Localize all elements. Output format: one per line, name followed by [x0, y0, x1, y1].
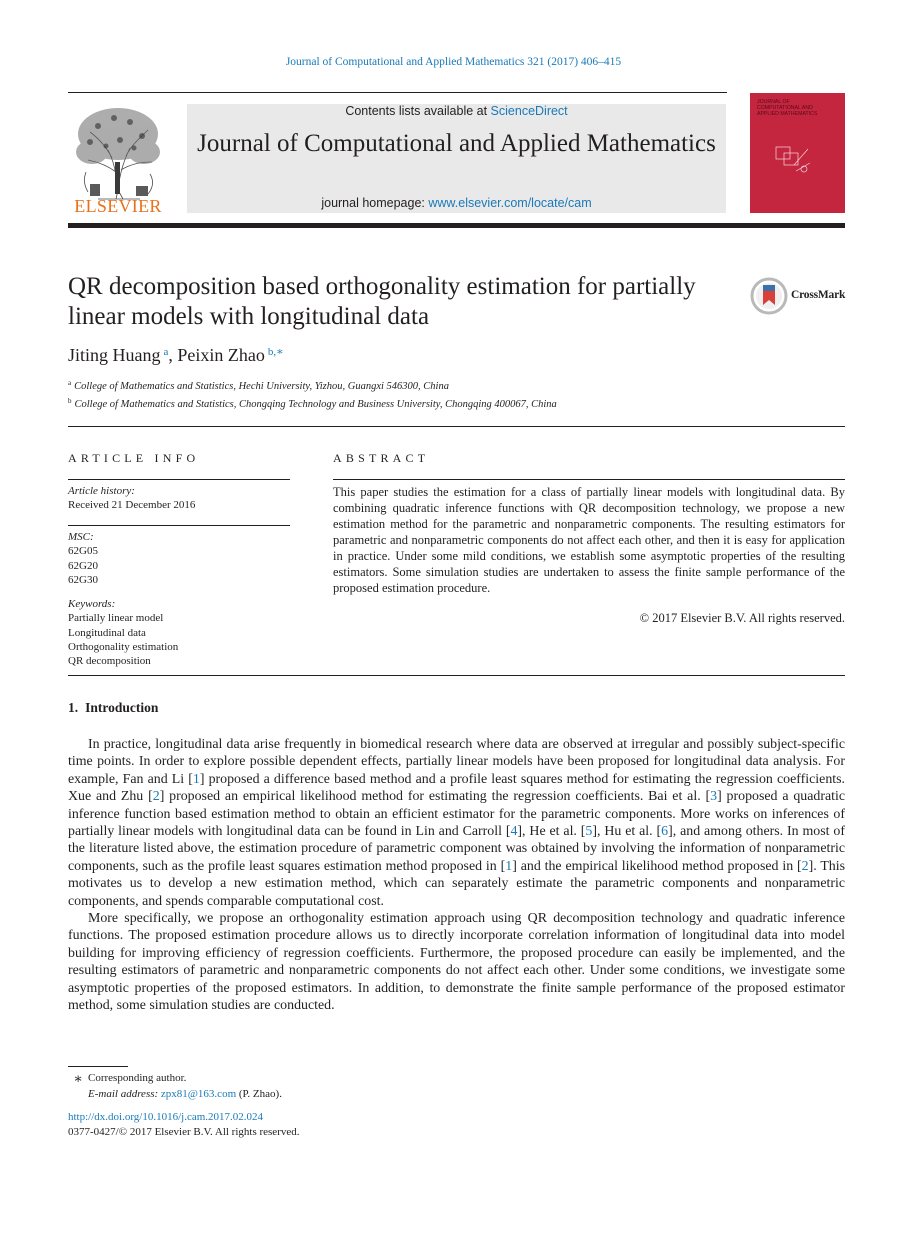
affiliation-text: College of Mathematics and Statistics, Hechi University, Yizhou, Guangxi 546300, China [74, 381, 449, 392]
keywords-label: Keywords: [68, 598, 116, 610]
issn-line: 0377-0427/© 2017 Elsevier B.V. All rights reserved. [68, 1126, 300, 1138]
affiliation [68, 379, 449, 392]
history-label: Article history: [68, 485, 135, 497]
paragraph-text: ] proposed a difference based method and a profile least squares method for estimating the regression coefficients. Xue and Zhu [ [68, 771, 846, 805]
doi-block [68, 1110, 300, 1140]
paragraph: More specifically, we propose an orthogonality estimation approach using QR decomposition technology and quadratic inference functions. The proposed estimation procedure allows us to directly incorporate correlation information of longitudinal data into model building for improving efficiency of regression coefficients. Furthermore, the proposed procedure can easily be implemented, and the resulting estimators of parametric and nonparametric components do not affect each other. Under some conditions, we investigate some asymptotic properties of the proposed estimators. In addition, to demonstrate the finite sample performance of the proposed estimator method, some simulation studies are conducted. [68, 911, 845, 1014]
affiliation-mark: a [68, 379, 72, 387]
author-name[interactable]: Peixin Zhao [177, 345, 265, 365]
header-top-rule [68, 92, 727, 93]
journal-title: Journal of Computational and Applied Mathematics [197, 130, 716, 157]
paragraph-text: ], He et al. [ [517, 824, 586, 840]
article-title: QR decomposition based orthogonality estimation for partially linear models with longitudinal data [68, 273, 696, 330]
abstract-heading: ABSTRACT [333, 451, 430, 465]
author-affiliation-mark[interactable]: a [163, 346, 169, 358]
affiliation-text: College of Mathematics and Statistics, Chongqing Technology and Business University, Chongqing 400067, China [74, 399, 557, 410]
journal-homepage-link[interactable]: www.elsevier.com/locate/cam [428, 196, 592, 210]
email-label: E-mail address: [88, 1088, 159, 1100]
email-link[interactable]: zpx81@163.com [160, 1088, 237, 1100]
citation-link[interactable]: 5 [585, 824, 593, 840]
divider [68, 525, 290, 526]
paragraph-text: ] proposed a quadratic inference function based estimation method to obtain an efficient estimator for the parametric components. More works on inferences of partially linear models with longitudinal data can be found in Lin and Carroll [ [68, 789, 846, 840]
homepage-line: journal homepage: www.elsevier.com/locate/cam [321, 196, 592, 210]
divider [68, 479, 290, 480]
contents-line: Contents lists available at ScienceDirect [345, 104, 568, 118]
msc-label: MSC: [68, 531, 94, 543]
msc-code: 62G20 [68, 559, 98, 572]
keyword: QR decomposition [68, 655, 151, 668]
author-list [68, 345, 284, 366]
section-heading-introduction [68, 700, 158, 716]
section-number: 1. [68, 700, 79, 715]
cover-graphic-icon [774, 143, 814, 177]
header-bottom-rule [68, 223, 845, 228]
author-separator: , [168, 345, 178, 365]
section-title: Introduction [85, 700, 159, 715]
paragraph [68, 736, 845, 910]
journal-cover[interactable] [750, 93, 845, 213]
article-info-heading: ARTICLE INFO [68, 451, 200, 465]
email-suffix: (P. Zhao). [236, 1088, 282, 1100]
abstract-copyright: © 2017 Elsevier B.V. All rights reserved. [639, 611, 845, 625]
citation-link[interactable]: 3 [710, 789, 718, 805]
crossmark-label[interactable]: CrossMark [791, 289, 846, 301]
received-date: Received 21 December 2016 [68, 499, 196, 512]
elsevier-logo[interactable] [68, 102, 168, 214]
crossmark-icon [750, 277, 788, 315]
keyword: Orthogonality estimation [68, 640, 179, 653]
corresponding-author-note [68, 1071, 282, 1102]
msc-code: 62G30 [68, 573, 98, 586]
footnote-rule [68, 1066, 128, 1067]
introduction-body [68, 736, 845, 1015]
msc-code: 62G05 [68, 545, 98, 558]
citation-link[interactable]: 1 [505, 858, 513, 874]
cover-title: JOURNAL OF COMPUTATIONAL AND APPLIED MATHEMATICS [757, 99, 818, 117]
author-affiliation-mark[interactable]: b,∗ [267, 346, 284, 358]
paragraph-text: ], and among others. In most of the literature listed above, the estimation procedure of parametric component was obtained by involving the information of nonparametric components, such as the profile least squares estimation method proposed in [ [68, 824, 845, 874]
citation-link[interactable]: 1 [192, 771, 200, 787]
divider [68, 675, 845, 676]
doi-link[interactable]: http://dx.doi.org/10.1016/j.cam.2017.02.024 [68, 1111, 264, 1123]
citation-link[interactable]: 2 [801, 858, 809, 874]
keywords [68, 597, 290, 668]
paragraph-text: ], Hu et al. [ [592, 824, 662, 840]
article-history [68, 484, 290, 513]
running-head[interactable]: Journal of Computational and Applied Mathematics 321 (2017) 406–415 [285, 56, 622, 68]
citation-link[interactable]: 2 [152, 789, 160, 805]
citation-link[interactable]: 4 [510, 824, 518, 840]
msc-codes [68, 530, 290, 587]
affiliation [68, 397, 557, 410]
citation-link[interactable]: 6 [661, 824, 669, 840]
divider [333, 479, 845, 480]
abstract-text: This paper studies the estimation for a class of partially linear models with longitudinal data. By combining quadratic inference functions with QR decomposition technology, we propose a new estimation method for the parametric and nonparametric components. The resulting estimators for parametric and nonparametric components do not affect each other, and then it is easy for application in practice. Under some mild conditions, we establish some asymptotic properties of the resulting estimators. Some simulation studies are undertaken to assess the finite sample performance of the proposed estimation procedure. [333, 485, 845, 595]
sciencedirect-link[interactable]: ScienceDirect [490, 104, 568, 118]
affiliation-mark: b [68, 397, 72, 405]
corresponding-label: Corresponding author. [88, 1072, 187, 1084]
divider [68, 426, 845, 427]
paragraph-text: In practice, longitudinal data arise frequently in biomedical research where data are observed at irregular and possibly subject-specific time points. In order to explore possible dependent effects, partially linear models have been proposed for longitudinal data analysis. For example, Fan and Li [ [68, 737, 845, 787]
footnote-star: ∗ [73, 1072, 83, 1087]
keyword: Partially linear model [68, 612, 164, 625]
elsevier-tree-icon [68, 102, 168, 214]
elsevier-wordmark: ELSEVIER [74, 196, 162, 214]
author-name[interactable]: Jiting Huang [68, 345, 161, 365]
paragraph-text: ] and the empirical likelihood method proposed in [ [512, 858, 802, 874]
paragraph-text: ] proposed an empirical likelihood method for estimating the regression coefficients. Bai et al. [ [159, 789, 711, 805]
keyword: Longitudinal data [68, 626, 146, 639]
paragraph-text: ]. This motivates us to develop a new estimation method, which can separately estimate the parametric components and nonparametric components, and spends comparable computational cost. [68, 858, 846, 909]
